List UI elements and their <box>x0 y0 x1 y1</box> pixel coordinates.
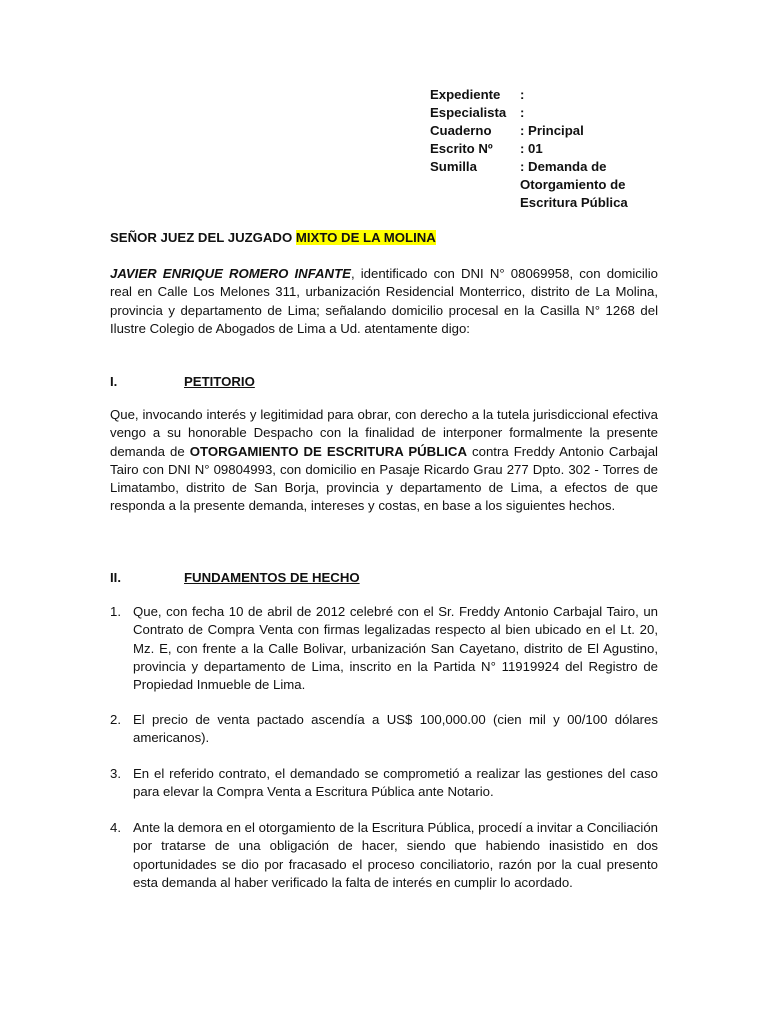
section-title: FUNDAMENTOS DE HECHO <box>184 570 360 585</box>
info-row-cuaderno <box>430 122 650 140</box>
petitorio-paragraph <box>110 406 658 516</box>
info-row-expediente <box>430 86 650 104</box>
list-item-text: En el referido contrato, el demandado se comprometió a realizar las gestiones del caso para elevar la Compra Venta a Escritura Pública ante Notario. <box>133 766 658 800</box>
info-label: Expediente <box>430 87 501 102</box>
section-title: PETITORIO <box>184 374 255 389</box>
info-value: : <box>520 105 525 120</box>
list-item <box>110 765 658 802</box>
plaintiff-name: JAVIER ENRIQUE ROMERO INFANTE <box>110 266 351 281</box>
addressee-line <box>110 229 658 247</box>
info-row-especialista <box>430 104 650 122</box>
section-number: I. <box>110 374 118 389</box>
info-value: : Principal <box>520 123 584 138</box>
list-item-number: 1. <box>110 604 121 619</box>
list-item-number: 3. <box>110 766 121 781</box>
info-row-escrito <box>430 140 650 158</box>
info-value: : Demanda de Otorgamiento de Escritura Pública <box>520 159 628 210</box>
list-item-text: El precio de venta pactado ascendía a US$ 100,000.00 (cien mil y 00/100 dólares americanos). <box>133 712 658 746</box>
petitorio-text-before: Que, invocando interés y legitimidad para obrar, con derecho a la tutela jurisdiccional efectiva vengo a su honorable Despacho con la finalidad de interponer formalmente la presente demanda de <box>110 407 658 459</box>
list-item <box>110 711 658 748</box>
section-heading-fundamentos <box>110 569 658 587</box>
info-value: : 01 <box>520 141 543 156</box>
list-item <box>110 603 658 694</box>
info-label: Cuaderno <box>430 123 492 138</box>
petitorio-bold-claim: OTORGAMIENTO DE ESCRITURA PÚBLICA <box>189 443 467 459</box>
list-item-text: Ante la demora en el otorgamiento de la Escritura Pública, procedí a invitar a Conciliación por tratarse de una obligación de hacer, siendo que habiendo inasistido en dos oportunidades se dio por fracasado el proceso conciliatorio, razón por la cual presento esta demanda al haber verificado la falta de interés en cumplir lo acordado. <box>133 820 658 890</box>
case-info-block <box>430 86 650 212</box>
info-label: Sumilla <box>430 159 477 174</box>
addressee-prefix: SEÑOR JUEZ DEL JUZGADO <box>110 230 296 245</box>
section-number: II. <box>110 570 121 585</box>
info-label: Escrito Nº <box>430 141 493 156</box>
section-heading-petitorio <box>110 373 658 391</box>
intro-text: , identificado con DNI N° 08069958, con domicilio real en Calle Los Melones 311, urbanización Residencial Monterrico, distrito de La Molina, provincia y departamento de Lima; señalando domicilio procesal en la Casilla N° 1268 del Ilustre Colegio de Abogados de Lima a Ud. atentamente digo: <box>110 266 658 336</box>
info-value: : <box>520 87 525 102</box>
intro-paragraph <box>110 265 658 338</box>
list-item <box>110 819 658 892</box>
petitorio-text-after: contra Freddy Antonio Carbajal Tairo con DNI N° 09804993, con domicilio en Pasaje Ricardo Grau 277 Dpto. 302 - Torres de Limatambo, distrito de San Borja, provincia y departamento de Lima, a efectos de que responda a la presente demanda, intereses y costas, en base a los siguientes hechos. <box>110 443 658 514</box>
list-item-number: 2. <box>110 712 121 727</box>
info-label: Especialista <box>430 105 507 120</box>
list-item-number: 4. <box>110 820 121 835</box>
info-row-sumilla <box>430 158 650 212</box>
list-item-text: Que, con fecha 10 de abril de 2012 celebré con el Sr. Freddy Antonio Carbajal Tairo, un Contrato de Compra Venta con firmas legalizadas respecto al bien ubicado en el Lt. 20, Mz. E, con frente a la Calle Bolivar, urbanización San Cayetano, distrito de El Agustino, provincia y departamento de Lima, inscrito en la Partida N° 11919924 del Registro de Propiedad Inmueble de Lima. <box>133 604 658 693</box>
addressee-court-highlight: MIXTO DE LA MOLINA <box>295 230 436 245</box>
